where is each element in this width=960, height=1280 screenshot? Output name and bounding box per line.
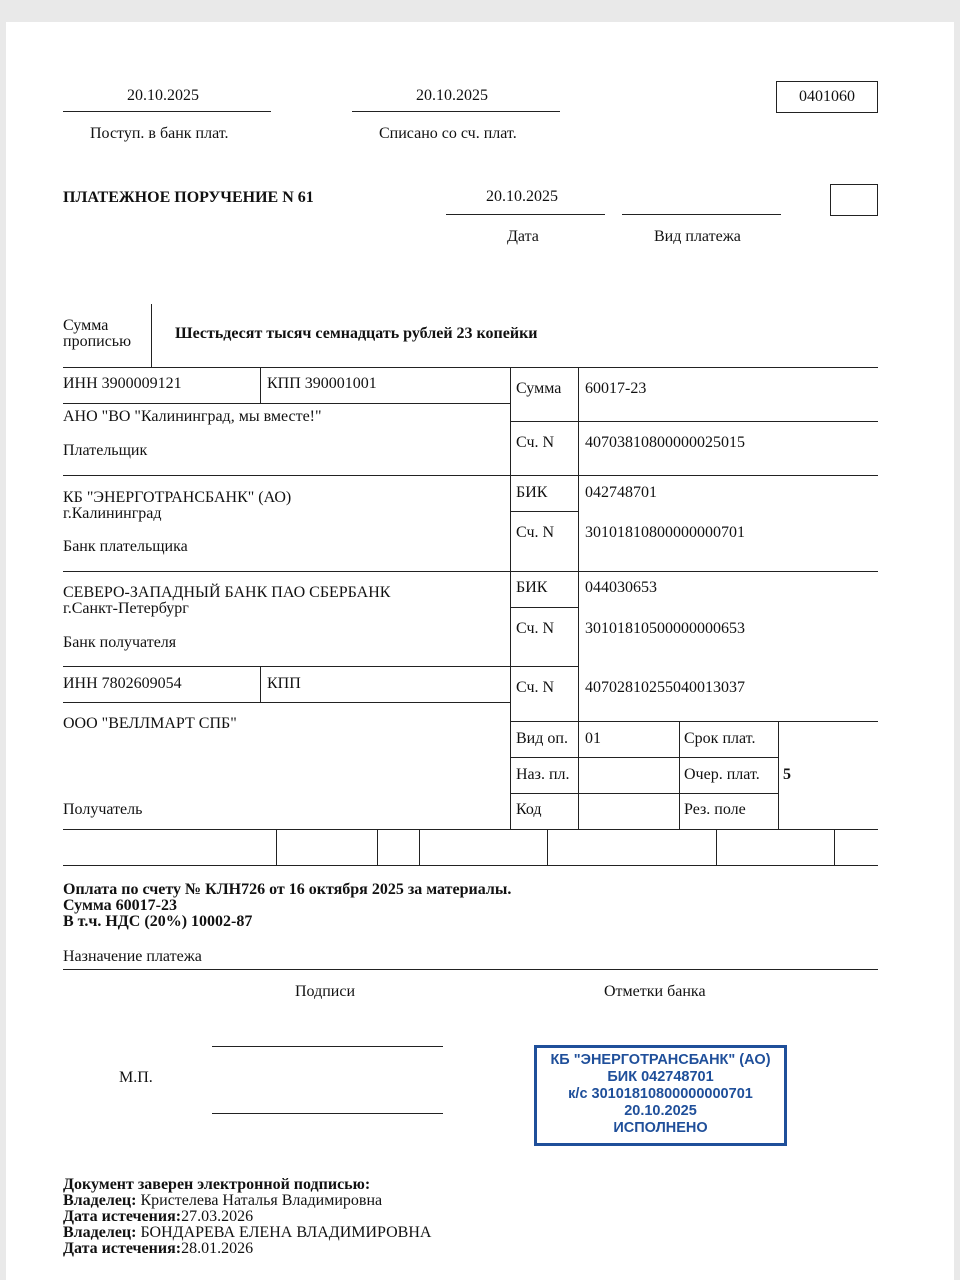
received-date-label: Поступ. в банк плат. [90, 125, 229, 142]
amount-words-text: Шестьдесят тысяч семнадцать рублей 23 копейки [175, 325, 538, 342]
payment-type-box [830, 184, 878, 216]
grid-line [63, 666, 578, 667]
payer-bank-city: г.Калининград [63, 505, 162, 522]
purpose-line-2: Сумма 60017-23 [63, 897, 177, 914]
vid-op-label: Вид оп. [516, 730, 568, 747]
grid-line [510, 367, 511, 829]
payee-account-label: Сч. N [516, 679, 555, 696]
payer-inn: ИНН 3900009121 [63, 375, 182, 392]
debited-date-label: Списано со сч. плат. [379, 125, 517, 142]
payee-inn: ИНН 7802609054 [63, 675, 182, 692]
payment-type-label: Вид платежа [654, 228, 741, 245]
debited-date-line [352, 111, 560, 112]
grid-line [63, 571, 878, 572]
stamp-date: 20.10.2025 [624, 1103, 697, 1119]
bank-marks-label: Отметки банка [604, 983, 706, 1000]
payer-kpp: КПП 390001001 [267, 375, 377, 392]
signature-line-1 [212, 1046, 443, 1047]
naz-pl-label: Наз. пл. [516, 766, 570, 783]
grid-line [63, 367, 878, 368]
payer-account-label: Сч. N [516, 434, 555, 451]
received-date: 20.10.2025 [127, 87, 199, 104]
grid-line [510, 511, 578, 512]
purpose-label: Назначение платежа [63, 948, 202, 965]
grid-line [419, 829, 420, 865]
grid-line [260, 666, 261, 702]
payee-bank-account-label: Сч. N [516, 620, 555, 637]
amount-words-divider [151, 304, 152, 367]
grid-line [63, 829, 878, 830]
payer-bik: 042748701 [585, 484, 657, 501]
mp-label: М.П. [119, 1069, 153, 1086]
grid-line [834, 829, 835, 865]
payee-account: 40702810255040013037 [585, 679, 745, 696]
esign-header: Документ заверен электронной подписью: [63, 1176, 371, 1193]
stamp-bik: БИК 042748701 [607, 1069, 714, 1085]
bank-stamp [534, 1045, 787, 1146]
payee-name: ООО "ВЕЛЛМАРТ СПБ" [63, 715, 237, 732]
stamp-bank-name: КБ "ЭНЕРГОТРАНСБАНК" (АО) [550, 1052, 771, 1068]
esign-expiry-2: Дата истечения:28.01.2026 [63, 1240, 254, 1257]
grid-line [510, 421, 878, 422]
esign-expiry-1: Дата истечения:27.03.2026 [63, 1208, 254, 1225]
ocher-value: 5 [783, 766, 791, 783]
document-date-label: Дата [507, 228, 539, 245]
payee-label: Получатель [63, 801, 143, 818]
sum-value: 60017-23 [585, 380, 647, 397]
payee-bik-label: БИК [516, 579, 548, 596]
grid-line [778, 721, 779, 829]
grid-line [578, 367, 579, 829]
payee-bank-city: г.Санкт-Петербург [63, 600, 189, 617]
ocher-label: Очер. плат. [684, 766, 760, 783]
payer-bank-account: 30101810800000000701 [585, 524, 745, 541]
stamp-corr-account: к/с 30101810800000000701 [568, 1086, 753, 1102]
kod-label: Код [516, 801, 542, 818]
received-date-line [63, 111, 271, 112]
payee-bank-label: Банк получателя [63, 634, 177, 651]
payee-bank-account: 30101810500000000653 [585, 620, 745, 637]
payee-bik: 044030653 [585, 579, 657, 596]
vid-op-value: 01 [585, 730, 601, 747]
grid-line [63, 702, 510, 703]
payer-account: 40703810800000025015 [585, 434, 745, 451]
grid-line [679, 721, 680, 829]
grid-line [510, 757, 778, 758]
purpose-line-3: В т.ч. НДС (20%) 10002-87 [63, 913, 253, 930]
debited-date: 20.10.2025 [416, 87, 488, 104]
payer-bank-label: Банк плательщика [63, 538, 188, 555]
payer-label: Плательщик [63, 442, 148, 459]
srok-label: Срок плат. [684, 730, 756, 747]
payee-bank-name: СЕВЕРО-ЗАПАДНЫЙ БАНК ПАО СБЕРБАНК [63, 584, 391, 601]
payee-kpp: КПП [267, 675, 301, 692]
grid-line [63, 475, 878, 476]
esign-owner-1: Владелец: Кристелева Наталья Владимировна [63, 1192, 383, 1209]
document-title: ПЛАТЕЖНОЕ ПОРУЧЕНИЕ N 61 [63, 189, 314, 206]
grid-line [510, 793, 778, 794]
grid-line [716, 829, 717, 865]
payer-bank-account-label: Сч. N [516, 524, 555, 541]
payer-bik-label: БИК [516, 484, 548, 501]
grid-line [276, 829, 277, 865]
purpose-line [63, 969, 878, 970]
grid-line [510, 607, 578, 608]
signature-line-2 [212, 1113, 443, 1114]
amount-words-label-2: прописью [63, 333, 132, 350]
grid-line [63, 865, 878, 866]
esign-owner-2: Владелец: БОНДАРЕВА ЕЛЕНА ВЛАДИМИРОВНА [63, 1224, 432, 1241]
grid-line [510, 721, 878, 722]
grid-line [63, 403, 510, 404]
signatures-label: Подписи [295, 983, 356, 1000]
grid-line [260, 367, 261, 403]
payer-bank-name: КБ "ЭНЕРГОТРАНСБАНК" (АО) [63, 489, 292, 506]
stamp-status: ИСПОЛНЕНО [613, 1120, 708, 1136]
sum-label: Сумма [516, 380, 562, 397]
payer-name: АНО "ВО "Калининград, мы вместе!" [63, 408, 322, 425]
payment-type-line [622, 214, 781, 215]
grid-line [377, 829, 378, 865]
form-code-box: 0401060 [776, 81, 878, 113]
document-date-line [446, 214, 605, 215]
document-date: 20.10.2025 [486, 188, 558, 205]
grid-line [547, 829, 548, 865]
purpose-line-1: Оплата по счету № КЛН726 от 16 октября 2025 за материалы. [63, 881, 512, 898]
rez-label: Рез. поле [684, 801, 746, 818]
amount-words-label-1: Сумма [63, 317, 109, 334]
